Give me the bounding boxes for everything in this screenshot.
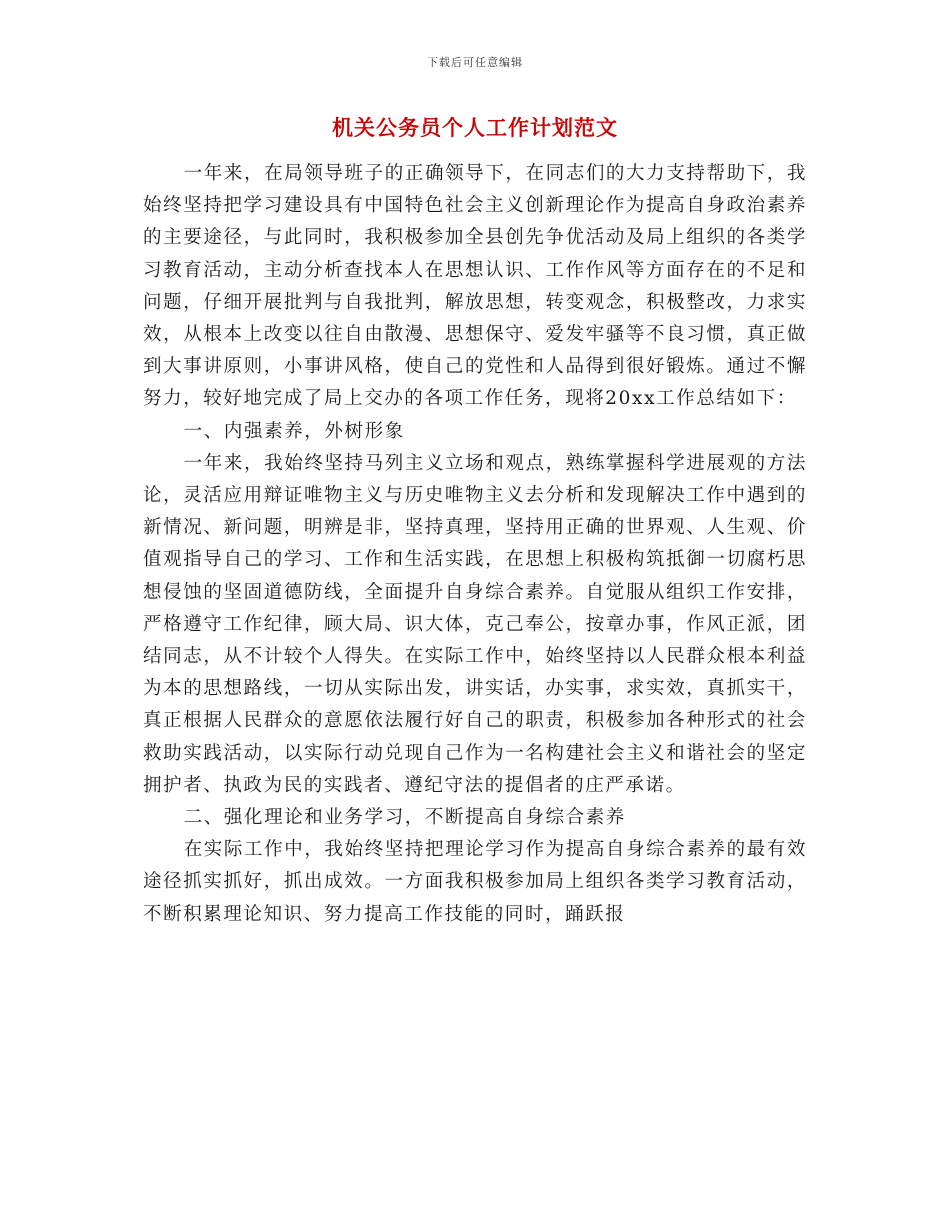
intro-paragraph: 一年来，在局领导班子的正确领导下，在同志们的大力支持帮助下，我始终坚持把学习建设具有中国特色社会主义创新理论作为提高自身政治素养的主要途径，与此同时，我积极参加全县创先争优活动及局上组织的各类学习教育活动，主动分析查找本人在思想认识、工作作风等方面存在的不足和问题，仔细开展批判与自我批判，解放思想，转变观念，积极整改，力求实效，从根本上改变以往自由散漫、思想保守、爱发牢骚等不良习惯，真正做到大事讲原则，小事讲风格，使自己的党性和人品得到很好锻炼。通过不懈努力，较好地完成了局上交办的各项工作任务，现将20xx工作总结如下： [143,163,807,410]
section-heading-1: 一、内强素养，外树形象 [183,420,405,442]
section-heading-2: 二、强化理论和业务学习，不断提高自身综合素养 [183,807,626,829]
document-title: 机关公务员个人工作计划范文 [332,115,618,140]
document-body [143,158,807,931]
section-paragraph-2: 在实际工作中，我始终坚持把理论学习作为提高自身综合素养的最有效途径抓实抓好，抓出成效。一方面我积极参加局上组织各类学习教育活动，不断积累理论知识、努力提高工作技能的同时，踊跃报 [143,839,807,925]
section-paragraph-1: 一年来，我始终坚持马列主义立场和观点，熟练掌握科学进展观的方法论，灵活应用辩证唯物主义与历史唯物主义去分析和发现解决工作中遇到的新情况、新问题，明辨是非，坚持真理，坚持用正确的世界观、人生观、价值观指导自己的学习、工作和生活实践，在思想上积极构筑抵御一切腐朽思想侵蚀的坚固道德防线，全面提升自身综合素养。自觉服从组织工作安排，严格遵守工作纪律，顾大局、识大体，克己奉公，按章办事，作风正派，团结同志，从不计较个人得失。在实际工作中，始终坚持以人民群众根本利益为本的思想路线，一切从实际出发，讲实话，办实事，求实效，真抓实干，真正根据人民群众的意愿依法履行好自己的职责，积极参加各种形式的社会救助实践活动，以实际行动兑现自己作为一名构建社会主义和谐社会的坚定拥护者、执政为民的实践者、遵纪守法的提倡者的庄严承诺。 [143,452,807,796]
header-note: 下载后可任意编辑 [427,56,523,69]
